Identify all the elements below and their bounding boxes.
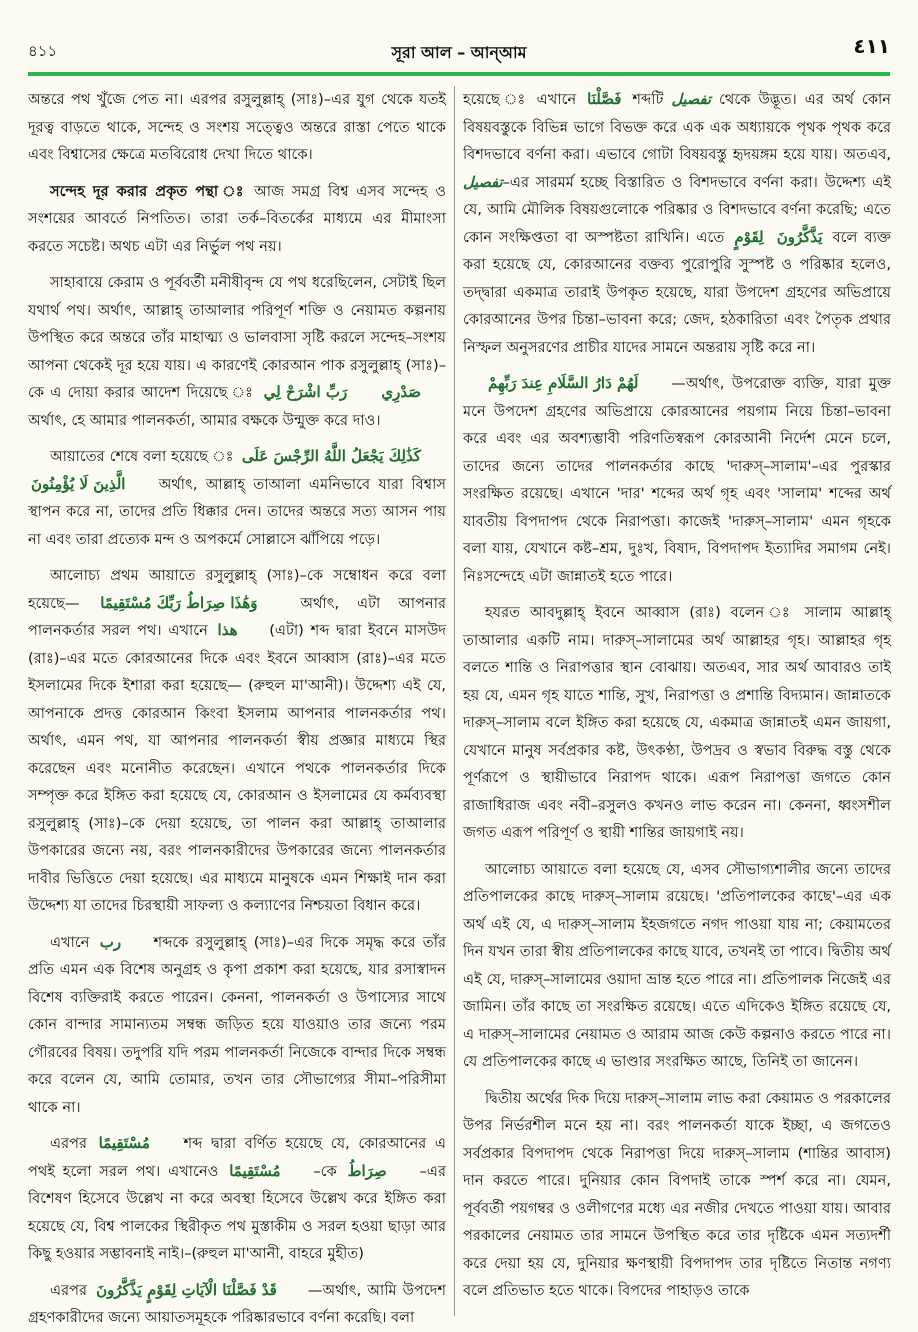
arabic-text: مُسْتَقِيمًا	[98, 1134, 150, 1152]
paragraph: এখানে رب শব্দকে রসুলুল্লাহ্ (সাঃ)–এর দিকে সমৃদ্ধ করে তাঁর প্রতি এমন এক বিশেষ অনুগ্রহ ও কৃপা প্রকাশ করা হয়েছে, যার রসাস্বাদন বিশেষ ব্যক্তিরাই করতে পারেন। কেননা, পালনকর্তা ও উপাস্যের সাথে কোন বান্দার সামান্যতম সম্বন্ধ জড়িত হয়ে যাওয়াও তার জন্যে পরম গৌরবের বিষয়। তদুপরি যদি পরম পালনকর্তা নিজেকে বান্দার দিকে সম্বন্ধ করে বলেন যে, আমি তোমার, তখন তার সৌভাগ্যের সীমা–পরিসীমা থাকে না।	[28, 929, 446, 1122]
paragraph: অন্তরে পথ খুঁজে পেত না। এরপর রসুলুল্লাহ্ (সাঃ)–এর যুগ থেকে যতই দূরত্ব বাড়তে থাকে, সন্দেহ ও সংশয় সত্ত্বেও অন্তরে রাস্তা পেতে থাকে এবং বিশ্বাসের ক্ষেত্রে মতবিরোধ দেখা দিতে থাকে।	[28, 91, 446, 163]
arabic-text: فَصَّلْنَا	[587, 90, 622, 108]
left-column	[28, 86, 447, 1326]
arabic-text: كَذَٰلِكَ يَجْعَلُ اللَّهُ الرِّجْسَ عَلَى	[241, 447, 421, 465]
arabic-text: تفصيل	[463, 173, 503, 191]
arabic-text: لَهُمْ دَارُ السَّلَامِ عِندَ رَبِّهِمْ	[488, 374, 639, 392]
paragraph: আলোচ্য প্রথম আয়াতে রসুলুল্লাহ্ (সাঃ)–কে সম্বোধন করে বলা হয়েছে— وَهَٰذَا صِرَاطُ رَبِّكَ مُسْتَقِيمًا অর্থাৎ, এটা আপনার পালনকর্তার সরল পথ। এখানে هذا (এটা) শব্দ দ্বারা ইবনে মাসউদ (রাঃ)–এর মতে কোরআনের দিকে এবং ইবনে আব্বাস (রাঃ)–এর মতে ইসলামের দিকে ইশারা করা হয়েছে— (রুহুল মা'আনী)। উদ্দেশ্য এই যে, আপনাকে প্রদত্ত কোরআন কিংবা ইসলাম আপনার পালনকর্তার পথ। অর্থাৎ, এমন পথ, যা আপনার পালনকর্তা স্বীয় প্রজ্ঞার মাধ্যমে স্থির করেছেন এবং মনোনীত করেছেন। এখানে পথকে পালনকর্তার দিকে সম্পৃক্ত করে ইঙ্গিত করা হয়েছে যে, কোরআন ও ইসলামের যে কর্মব্যবস্থা রসুলুল্লাহ্ (সাঃ)–কে দেয়া হয়েছে, তা পালন করা আল্লাহ্ তাআলার উপকারের জন্যে নয়, বরং পালনকারীদের উপকারের জন্যে পালনকর্তার দাবীর ভিত্তিতে দেয়া হয়েছে। এর মাধ্যমে মানুষকে এমন শিক্ষাই দান করা উদ্দেশ্য যা তাদের চিরস্থায়ী সাফল্য ও কল্যাণের নিশ্চয়তা বিধান করে।	[28, 567, 447, 914]
section-heading: সন্দেহ দূর করার প্রকৃত পন্থা ঃ	[50, 182, 247, 200]
arabic-text: وَهَٰذَا صِرَاطُ رَبِّكَ مُسْتَقِيمًا	[100, 593, 258, 612]
arabic-text: مُسْتَقِيمًا	[229, 1161, 281, 1180]
paragraph: দ্বিতীয় অর্থের দিক দিয়ে দারুস্–সালাম লাভ করা কেয়ামত ও পরকালের উপর নির্ভরশীল মনে হয় না। বরং পালনকর্তা যাকে ইচ্ছা, এ জগতেও সর্বপ্রকার বিপদাপদ থেকে নিরাপত্তা দিয়ে দারুস্–সালাম (শান্তির আবাস) দান করতে পারে। দুনিয়ার কোন বিপদাই তাকে স্পর্শ করে না। যেমন, পূর্ববর্তী পয়গম্বর ও ওলীগণের মধ্যে এর নজীর দেখতে পাওয়া যায়। আবার পরকালের নেয়ামত তার সামনে উপস্থিত করে তার দৃষ্টিকে এমন সত্যদর্শী করে দেয়া হয় যে, দুনিয়ার ক্ষণস্থায়ী বিপদাপদ তার দৃষ্টিতে নিতান্ত নগণ্য বলে প্রতিভাত হতে থাকে। বিপদের পাহাড়ও তাকে	[463, 1089, 891, 1299]
arabic-text: قَدْ فَصَّلْنَا الْآيَاتِ لِقَوْمٍ يَذَّكَّرُونَ	[96, 1280, 277, 1299]
paragraph: সাহাবায়ে কেরাম ও পূর্ববর্তী মনীষীবৃন্দ যে পথ ধরেছিলেন, সেটাই ছিল যথার্থ পথ। অর্থাৎ, আল্লাহ্ তাআলার পরিপূর্ণ শক্তি ও নেয়ামত কল্পনায় উপস্থিত করে অন্তরে তাঁর মাহাত্ম্য ও ভালবাসা সৃষ্টি করলে সন্দেহ–সংশয় আপনা থেকেই দূর হয়ে যায়। এ কারণেই কোরআন পাক রসুলুল্লাহ্ (সাঃ)–কে এ দোয়া করার আদেশ দিয়েছে ঃ رَبِّ اشْرَحْ لِي صَدْرِي অর্থাৎ, হে আমার পালনকর্তা, আমার বক্ষকে উন্মুক্ত করে দাও।	[28, 274, 446, 429]
paragraph: হয়েছে ঃ এখানে فَصَّلْنَا শব্দটি تفصيل থেকে উদ্ভূত। এর অর্থ কোন বিষয়বস্তুকে বিভিন্ন ভাগে বিভক্ত করে এক এক অধ্যায়কে পৃথক পৃথক করে বিশদভাবে বর্ণনা করা। এভাবে গোটা বিষয়বস্তু হৃদয়ঙ্গম হয়ে যায়। অতএব, تفصيل–এর সারমর্ম হচ্ছে বিস্তারিত ও বিশদভাবে বর্ণনা করা। উদ্দেশ্য এই যে, আমি মৌলিক বিষয়গুলোকে পরিষ্কার ও বিশদভাবে বর্ণনা করেছি; এতে কোন সংক্ষিপ্ততা বা অস্পষ্টতা রাখিনি। এতে لِقَوْمٍ يَذَّكَّرُونَ বলে ব্যক্ত করা হয়েছে যে, কোরআনের বক্তব্য পুরোপুরি সুস্পষ্ট ও পরিষ্কার হলেও, তদ্দ্বারা একমাত্র তারাই উপকৃত হয়েছে, যারা উপদেশ গ্রহণের অভিপ্রায়ে কোরআনের উপর চিন্তা–ভাবনা করে; জেদ, হঠকারিতা এবং পৈতৃক প্রথার নিস্ফল অনুসরণের প্রাচীর যাদের সামনে অন্তরায় সৃষ্টি করে না।	[463, 86, 891, 361]
page-number-arabic: ٤١١	[853, 34, 890, 58]
arabic-text: رَبِّ اشْرَحْ لِي	[263, 383, 348, 401]
paragraph: لَهُمْ دَارُ السَّلَامِ عِندَ رَبِّهِمْ —অর্থাৎ, উপরোক্ত ব্যক্তি, যারা মুক্ত মনে উপদেশ গ্রহণের অভিপ্রায়ে কোরআনের পয়গাম নিয়ে চিন্তা–ভাবনা করে এবং এর অবশ্যম্ভাবী পরিণতিস্বরূপ কোরআনী নির্দেশ মেনে চলে, তাদের জন্যে তাদের পালনকর্তার কাছে 'দারুস্–সালাম'–এর পুরস্কার সংরক্ষিত রয়েছে। এখানে 'দার' শব্দের অর্থ গৃহ এবং 'সালাম' শব্দের অর্থ যাবতীয় বিপদাপদ থেকে নিরাপত্তা। কাজেই 'দারুস্–সালাম' এমন গৃহকে বলা যায়, যেখানে কষ্ট–শ্রম, দুঃখ, বিষাদ, বিপদাপদ ইত্যাদির সমাগম নেই। নিঃসন্দেহে এটা জান্নাতই হতে পারে।	[463, 370, 891, 590]
surah-title: সূরা আল – আন্‌আম	[391, 43, 527, 62]
arabic-text: صَدْرِي	[381, 383, 422, 401]
arabic-text: صِرَاطُ	[347, 1161, 387, 1180]
paragraph: সন্দেহ দূর করার প্রকৃত পন্থা ঃ আজ সমগ্র বিশ্ব এসব সন্দেহ ও সংশয়ের আবর্তে নিপতিত। তারা তর্ক–বিতর্কের মাধ্যমে এর মীমাংসা করতে সচেষ্ট। অথচ এটা এর নির্ভুল পথ নয়।	[28, 182, 446, 255]
paragraph: এরপর مُسْتَقِيمًا শব্দ দ্বারা বর্ণিত হয়েছে যে, কোরআনের এ পথই হলো সরল পথ। এখানেও مُسْتَقِيمًا –কে صِرَاطُ –এর বিশেষণ হিসেবে উল্লেখ না করে অবস্থা হিসেবে উল্লেখ করে ইঙ্গিত করা হয়েছে যে, বিশ্ব পালকের স্থিরীকৃত পথ মুস্তাকীম ও সরল হওয়া ছাড়া আর কিছু হওয়ার সম্ভাবনাই নাই।–(রুহুল মা'আনী, বাহরে মুহীত)	[28, 1130, 446, 1268]
arabic-text: الَّذِينَ لَا يُؤْمِنُونَ	[31, 474, 126, 493]
paragraph: এরপর قَدْ فَصَّلْنَا الْآيَاتِ لِقَوْمٍ يَذَّكَّرُونَ —অর্থাৎ, আমি উপদেশ গ্রহণকারীদের জন্যে আয়াতসমূহকে পরিষ্কারভাবে বর্ণনা করেছি। বলা	[28, 1277, 446, 1332]
arabic-text: لِقَوْمٍ	[734, 227, 764, 246]
page-header	[28, 32, 890, 72]
arabic-text: يَذَّكَّرُونَ	[776, 227, 823, 246]
arabic-text: هذا	[217, 621, 238, 639]
header-rule	[28, 72, 890, 76]
paragraph: আয়াতের শেষে বলা হয়েছে ঃ كَذَٰلِكَ يَجْعَلُ اللَّهُ الرِّجْسَ عَلَى الَّذِينَ لَا يُؤْمِنُونَ অর্থাৎ, আল্লাহ্ তাআলা এমনিভাবে যারা বিশ্বাস স্থাপন করে না, তাদের প্রতি ধিক্কার দেন। তাদের অন্তরে সত্য আসন পায় না এবং তারা প্রত্যেক মন্দ ও অপকর্মে সোল্লাসে ঝাঁপিয়ে পড়ে।	[28, 443, 446, 553]
paragraph: আলোচ্য আয়াতে বলা হয়েছে যে, এসব সৌভাগ্যশালীর জন্যে তাদের প্রতিপালকের কাছে দারুস্–সালাম রয়েছে। 'প্রতিপালকের কাছে'–এর এক অর্থ এই যে, এ দারুস্–সালাম ইহজগতে নগদ পাওয়া যায় না; কেয়ামতের দিন যখন তারা স্বীয় প্রতিপালকের কাছে যাবে, তখনই তা পাবে। দ্বিতীয় অর্থ এই যে, দারুস্–সালামের ওয়াদা ভ্রান্ত হতে পারে না। প্রতিপালক নিজেই এর জামিন। তাঁর কাছে তা সংরক্ষিত রয়েছে। এতে এদিকেও ইঙ্গিত রয়েছে যে, এ দারুস্–সালামের নেয়ামত ও আরাম আজ কেউ কল্পনাও করতে পারে না। যে প্রতিপালকের কাছে এ ভাণ্ডার সংরক্ষিত আছে, তিনিই তা জানেন।	[463, 860, 891, 1070]
arabic-text: تفصيل	[671, 91, 711, 108]
column-divider	[454, 86, 455, 1316]
right-column	[463, 86, 891, 1316]
paragraph: হযরত আবদুল্লাহ্ ইবনে আব্বাস (রাঃ) বলেন ঃ সালাম আল্লাহ্ তাআলার একটি নাম। দারুস্–সালামের অর্থ আল্লাহর গৃহ। আল্লাহর গৃহ বলতে শান্তি ও নিরাপত্তার স্থান বোঝায়। অতএব, সার অর্থ আবারও তাই হয় যে, এমন গৃহ যাতে শান্তি, সুখ, নিরাপত্তা ও প্রশান্তি বিদ্যমান। জান্নাতকে দারুস্–সালাম বলে ইঙ্গিত করা হয়েছে যে, একমাত্র জান্নাতই এমন জায়গা, যেখানে মানুষ সর্বপ্রকার কষ্ট, উৎকণ্ঠা, উপদ্রব ও স্বভাব বিরুদ্ধ বস্তু থেকে পূর্ণরূপে ও স্থায়ীভাবে নিরাপদ থাকে। এরূপ নিরাপত্তা জগতে কোন রাজাধিরাজ এবং নবী–রসুলও কখনও লাভ করেন না। কেননা, ধ্বংসশীল জগত এরূপ পরিপূর্ণ ও স্থায়ী শান্তির জায়গাই নয়।	[463, 604, 891, 841]
arabic-text: رب	[99, 932, 122, 951]
page-number-bengali: ৪১১	[28, 42, 58, 60]
